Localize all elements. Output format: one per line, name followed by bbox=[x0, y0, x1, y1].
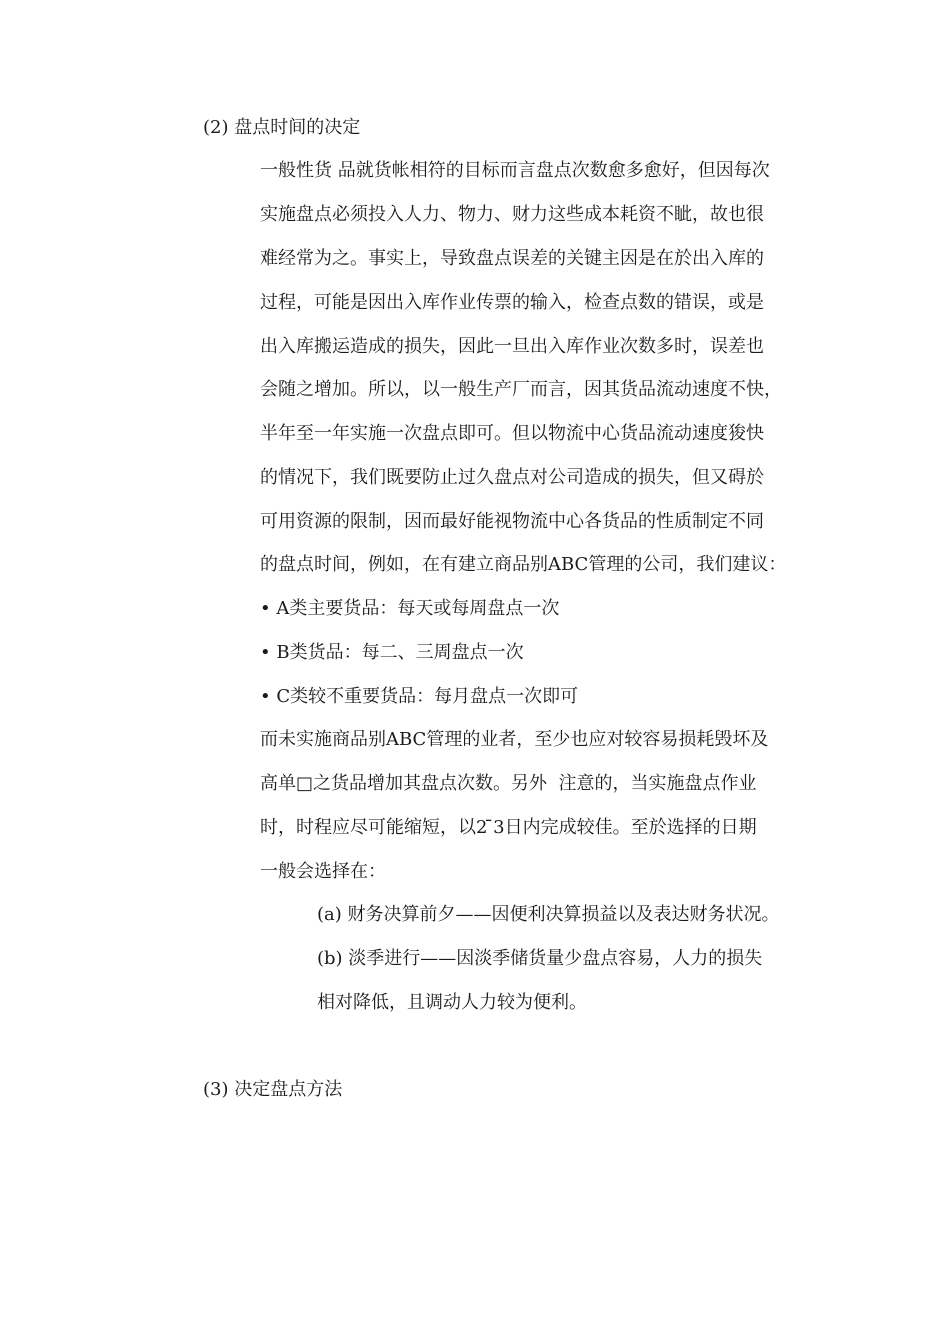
option-item-a: (a) 财务决算前夕——因便利决算损益以及表达财务状况。 bbox=[317, 904, 780, 925]
paragraph-line: 的盘点时间，例如，在有建立商品别ABC管理的公司，我们建议： bbox=[260, 554, 787, 575]
paragraph-line: 可用资源的限制，因而最好能视物流中心各货品的性质制定不同 bbox=[260, 511, 764, 532]
section-2-heading: (2) 盘点时间的决定 bbox=[203, 117, 361, 138]
bullet-item-c: • C类较不重要货品：每月盘点一次即可 bbox=[260, 686, 579, 707]
paragraph-line: 一般会选择在： bbox=[260, 861, 386, 882]
paragraph-line: 难经常为之。事实上，导致盘点误差的关键主因是在於出入库的 bbox=[260, 248, 764, 269]
paragraph-line: 会随之增加。所以，以一般生产厂而言，因其货品流动速度不快， bbox=[260, 379, 782, 400]
option-item-b: (b) 淡季进行——因淡季储货量少盘点容易，人力的损失 bbox=[317, 948, 763, 969]
paragraph-line: 的情况下，我们既要防止过久盘点对公司造成的损失，但又碍於 bbox=[260, 467, 764, 488]
paragraph-line: 而未实施商品别ABC管理的业者，至少也应对较容易损耗毁坏及 bbox=[260, 729, 769, 750]
paragraph-line: 时，时程应尽可能缩短，以2 ̄3日内完成较佳。至於选择的日期 bbox=[260, 817, 757, 838]
paragraph-line: 实施盘点必须投入人力、物力、财力这些成本耗资不眦，故也很 bbox=[260, 204, 764, 225]
paragraph-line: 出入库搬运造成的损失，因此一旦出入库作业次数多时，误差也 bbox=[260, 336, 764, 357]
bullet-item-a: • A类主要货品：每天或每周盘点一次 bbox=[260, 598, 560, 619]
paragraph-line: 一般性货 品就货帐相符的目标而言盘点次数愈多愈好，但因每次 bbox=[260, 160, 770, 181]
paragraph-line: 高单□之货品增加其盘点次数。另外 注意的，当实施盘点作业 bbox=[260, 773, 757, 794]
paragraph-line: 半年至一年实施一次盘点即可。但以物流中心货品流动速度狻快 bbox=[260, 423, 764, 444]
bullet-item-b: • B类货品：每二、三周盘点一次 bbox=[260, 642, 524, 663]
paragraph-line: 过程，可能是因出入库作业传票的输入，检查点数的错误，或是 bbox=[260, 292, 764, 313]
section-3-heading: (3) 决定盘点方法 bbox=[203, 1079, 343, 1100]
option-item-b-continued: 相对降低，且调动人力较为便利。 bbox=[317, 992, 587, 1013]
